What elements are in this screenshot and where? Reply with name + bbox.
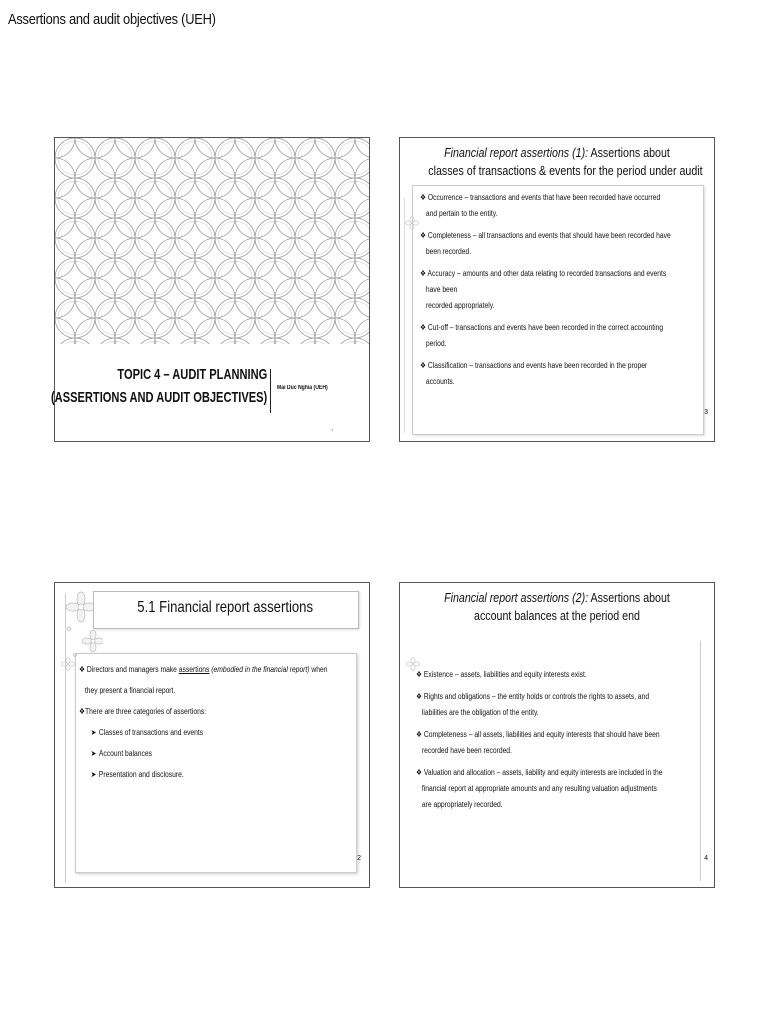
assertions-link-text: assertions [178, 665, 210, 674]
body-line-3: ❖There are three categories of assertions: [79, 707, 207, 716]
author: Mai Duc Nghia (UEH) [277, 385, 328, 391]
slide-number: 2 [357, 855, 361, 862]
slide-number: 3 [704, 409, 708, 416]
body-line-1: ❖ Directors and managers make assertions (embodied in the financial report) when [79, 665, 328, 674]
heading-line-2: classes of transactions & events for the period under audit [428, 163, 703, 178]
slide-4-account-balances [399, 582, 715, 888]
title-line-1: TOPIC 4 – AUDIT PLANNING [117, 366, 267, 383]
chevron-right-icon: ➤ [90, 728, 97, 737]
heading-italic: Financial report assertions (1): [444, 145, 589, 160]
slide-title: 5.1 Financial report assertions [137, 599, 313, 616]
list-item: ❖ Valuation and allocation – assets, liability and equity interests are included in the financial report at appropriate amounts and any resulting valuation adjustments are appropriately recorded. [416, 768, 663, 809]
slide-number: 4 [704, 855, 708, 862]
title-divider [270, 369, 271, 413]
slide-1-title [51, 363, 267, 409]
list-item: ❖ Classification – transactions and events have been recorded in the proper accounts. [420, 361, 648, 386]
list-item: ❖ Existence – assets, liabilities and equity interests exist. [416, 670, 587, 679]
slide-1-content [50, 137, 368, 440]
sub-item: ➤ Presentation and disclosure. [79, 764, 327, 785]
list-item: ❖ Completeness – all assets, liabilities and equity interests that should have been recorded have been recorded. [416, 730, 660, 755]
decorative-line [404, 198, 405, 433]
document-title: Assertions and audit objectives (UEH) [8, 11, 216, 28]
title-line-2: (ASSERTIONS AND AUDIT OBJECTIVES) [50, 389, 267, 406]
heading-rest: Assertions about [588, 145, 670, 160]
assertion-list [420, 190, 715, 396]
slide-heading [400, 144, 714, 180]
chevron-right-icon: ➤ [90, 749, 97, 758]
sub-item: ➤ Account balances [79, 743, 327, 764]
heading-rest: Assertions about [588, 590, 670, 605]
slide-2-financial-report-assertions [54, 582, 370, 888]
sub-item: ➤ Classes of transactions and events [79, 722, 327, 743]
chevron-right-icon: ➤ [90, 770, 97, 779]
list-item: ❖ Occurrence – transactions and events that have been recorded have occurred and pertain to the entity. [420, 193, 661, 218]
list-item: ❖ Accuracy – amounts and other data relating to recorded transactions and events have been recorded appropriately. [420, 269, 667, 310]
list-item: ❖ Completeness – all transactions and events that should have been recorded have been recorded. [420, 231, 671, 256]
body-line-2: they present a financial report. [84, 686, 176, 695]
slide-3-occurrence [399, 137, 715, 442]
slide-body-text [79, 659, 327, 785]
heading-italic: Financial report assertions (2): [444, 590, 589, 605]
list-item: ❖ Rights and obligations – the entity holds or controls the rights to assets, and liabilities are the obligation of the entity. [416, 692, 650, 717]
list-item: ❖ Cut-off – transactions and events have been recorded in the correct accounting period. [420, 323, 664, 348]
heading-line-2: account balances at the period end [474, 608, 640, 623]
assertion-list [416, 667, 709, 819]
flower-icon [61, 657, 75, 671]
slide-number: 1 [331, 427, 334, 432]
slide-heading [400, 589, 714, 625]
flower-icon [405, 216, 419, 230]
